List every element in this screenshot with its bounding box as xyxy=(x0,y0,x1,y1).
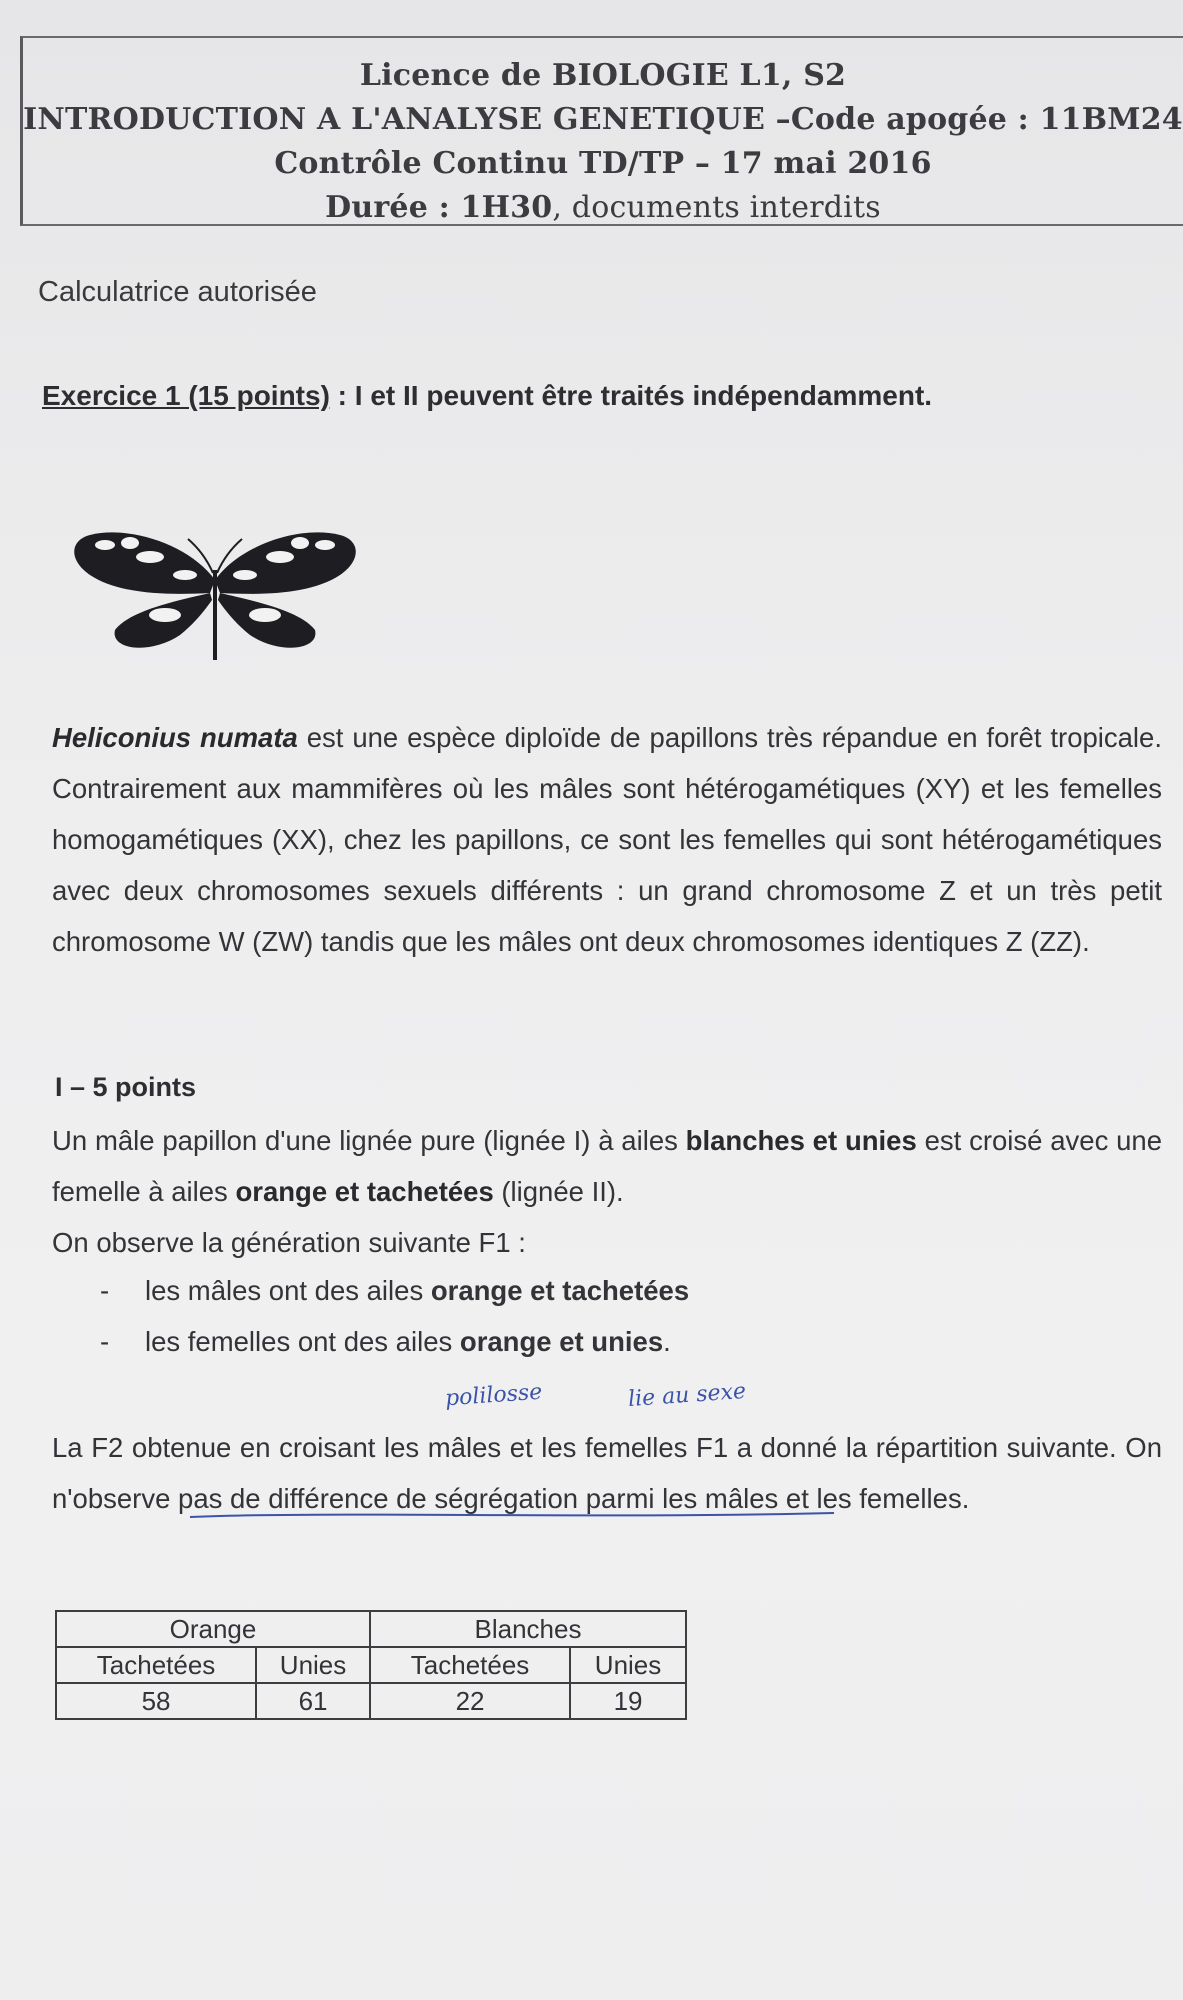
butterfly-illustration xyxy=(70,515,360,675)
list-text: les femelles ont des ailes xyxy=(145,1326,460,1357)
list-item: - les mâles ont des ailes orange et tachetées xyxy=(100,1275,690,1306)
table-cell: 61 xyxy=(256,1683,370,1719)
phenotype-orange-spotted: orange et tachetées xyxy=(235,1176,494,1207)
calculator-note: Calculatrice autorisée xyxy=(38,276,317,308)
species-name: Heliconius numata xyxy=(52,722,298,753)
documents-note: , documents interdits xyxy=(552,190,881,225)
intro-paragraph xyxy=(52,712,1162,967)
list-bold: orange et tachetées xyxy=(430,1275,690,1306)
table-cell: 19 xyxy=(570,1683,686,1719)
exercise-title xyxy=(42,380,932,412)
exercise-instruction: : I et II peuvent être traités indépendamment. xyxy=(329,380,933,411)
table-sub-header: Unies xyxy=(256,1647,370,1683)
cross-text: Un mâle papillon d'une lignée pure (lignée I) à ailes xyxy=(52,1125,686,1156)
section-title: I – 5 points xyxy=(55,1072,197,1102)
intro-text: est une espèce diploïde de papillons très répandue en forêt tropicale. Contrairement aux mammifères où les mâles sont hétérogamétiques (XY) et les femelles homogamétiques (XX), chez les papillons, ce sont les femelles qui sont hétérogamétiques avec deux chromosomes sexuels différents : un grand chromosome Z et un très petit chromosome W (ZW) tandis que les mâles ont deux chromosomes identiques Z (ZZ). xyxy=(52,722,1162,957)
cross-description xyxy=(52,1115,1162,1268)
table-row xyxy=(56,1683,686,1719)
list-item: - les femelles ont des ailes orange et unies. xyxy=(100,1326,671,1357)
f2-description: La F2 obtenue en croisant les mâles et les femelles F1 a donné la répartition suivante. On n'observe pas de différence de ségrégation parmi les mâles et les femelles. xyxy=(52,1432,1162,1514)
results-table xyxy=(55,1610,687,1720)
table-sub-header: Tachetées xyxy=(370,1647,570,1683)
table-cell: 58 xyxy=(56,1683,256,1719)
table-group-header: Orange xyxy=(56,1611,370,1647)
header-line-1: Licence de BIOLOGIE L1, S2 xyxy=(359,58,847,93)
header-line-4 xyxy=(23,186,1183,230)
handwritten-note: lie au sexe xyxy=(627,1378,747,1413)
table-sub-header: Tachetées xyxy=(56,1647,256,1683)
table-sub-header: Unies xyxy=(570,1647,686,1683)
ink-underline xyxy=(188,1507,838,1521)
header-line-2: INTRODUCTION A L'ANALYSE GENETIQUE –Code apogée : 11BM24 xyxy=(23,102,1183,137)
exercise-label: Exercice 1 (15 points) xyxy=(42,380,330,411)
duration: Durée : 1H30 xyxy=(325,190,553,225)
handwritten-note: polilosse xyxy=(444,1379,544,1412)
list-text: les mâles ont des ailes xyxy=(145,1275,431,1306)
table-cell: 22 xyxy=(370,1683,570,1719)
phenotype-white-plain: blanches et unies xyxy=(685,1125,917,1156)
header-line-3: Contrôle Continu TD/TP – 17 mai 2016 xyxy=(274,146,932,181)
exam-header xyxy=(20,36,1183,226)
f1-list xyxy=(100,1265,689,1367)
table-group-header: Blanches xyxy=(370,1611,686,1647)
cross-text: (lignée II). xyxy=(493,1176,624,1207)
cross-text: est croisé avec une femelle à ailes xyxy=(52,1125,1163,1207)
f1-intro: On observe la génération suivante F1 : xyxy=(52,1227,526,1258)
list-text: . xyxy=(663,1326,671,1357)
list-bold: orange et unies xyxy=(459,1326,664,1357)
